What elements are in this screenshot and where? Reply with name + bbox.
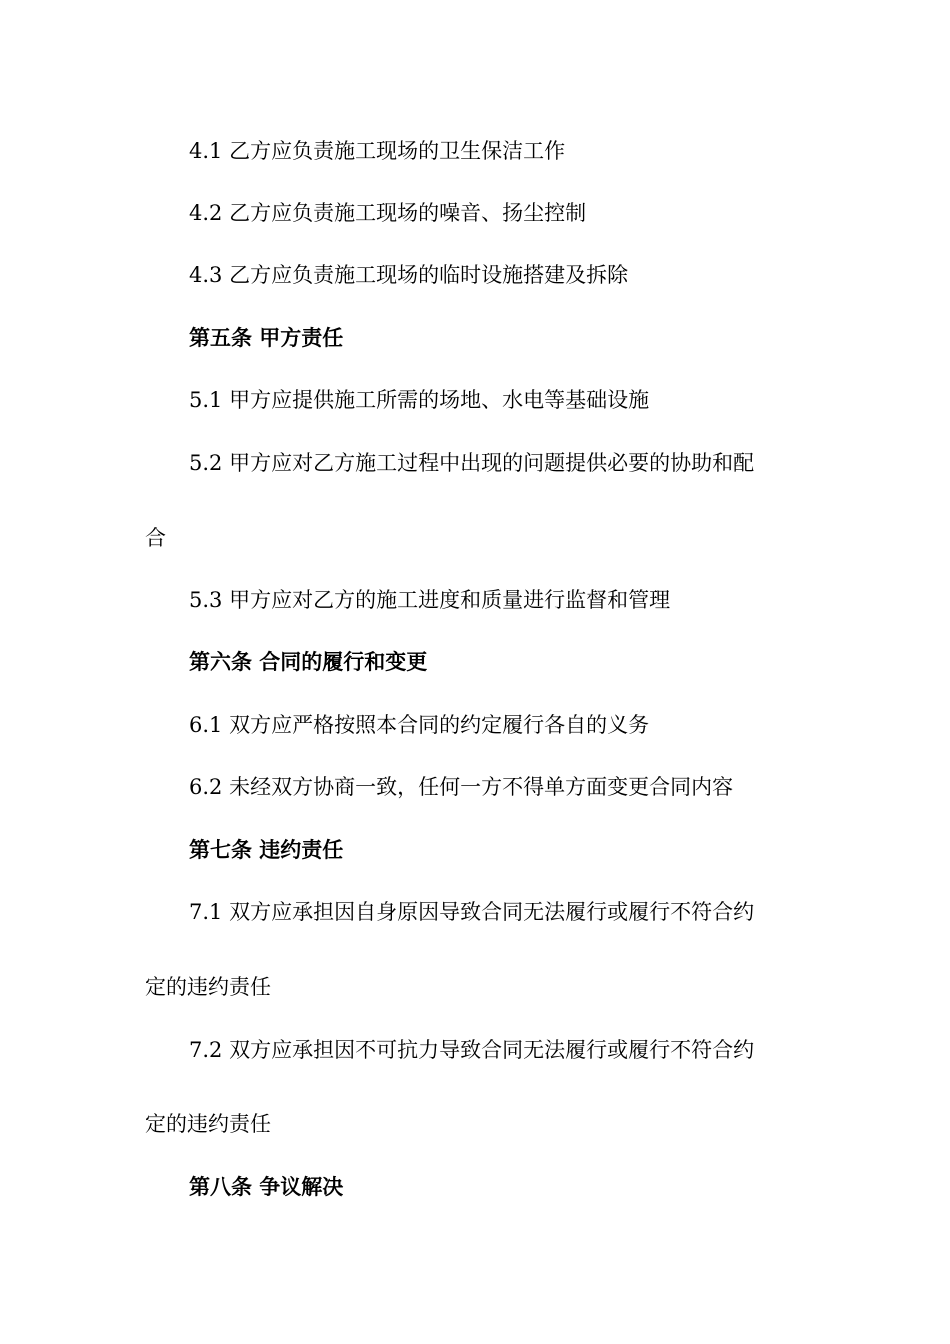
- article-7-heading: 第七条 违约责任: [189, 838, 344, 862]
- clause-7-2: 7.2 双方应承担因不可抗力导致合同无法履行或履行不符合约: [189, 1038, 755, 1062]
- clause-5-1: 5.1 甲方应提供施工所需的场地、水电等基础设施: [189, 388, 650, 412]
- clause-7-1-continuation: 定的违约责任: [145, 975, 271, 999]
- clause-5-2: 5.2 甲方应对乙方施工过程中出现的问题提供必要的协助和配: [189, 451, 755, 475]
- article-8-heading: 第八条 争议解决: [189, 1175, 344, 1199]
- clause-7-1: 7.1 双方应承担因自身原因导致合同无法履行或履行不符合约: [189, 900, 755, 924]
- clause-5-2-continuation: 合: [145, 526, 166, 550]
- clause-6-2: 6.2 未经双方协商一致，任何一方不得单方面变更合同内容: [189, 775, 734, 799]
- article-5-heading: 第五条 甲方责任: [189, 326, 344, 350]
- article-6-heading: 第六条 合同的履行和变更: [189, 650, 428, 674]
- clause-6-1: 6.1 双方应严格按照本合同的约定履行各自的义务: [189, 713, 650, 737]
- clause-7-2-continuation: 定的违约责任: [145, 1112, 271, 1136]
- clause-4-2: 4.2 乙方应负责施工现场的噪音、扬尘控制: [189, 201, 587, 225]
- clause-4-3: 4.3 乙方应负责施工现场的临时设施搭建及拆除: [189, 263, 629, 287]
- clause-5-3: 5.3 甲方应对乙方的施工进度和质量进行监督和管理: [189, 588, 671, 612]
- clause-4-1: 4.1 乙方应负责施工现场的卫生保洁工作: [189, 139, 566, 163]
